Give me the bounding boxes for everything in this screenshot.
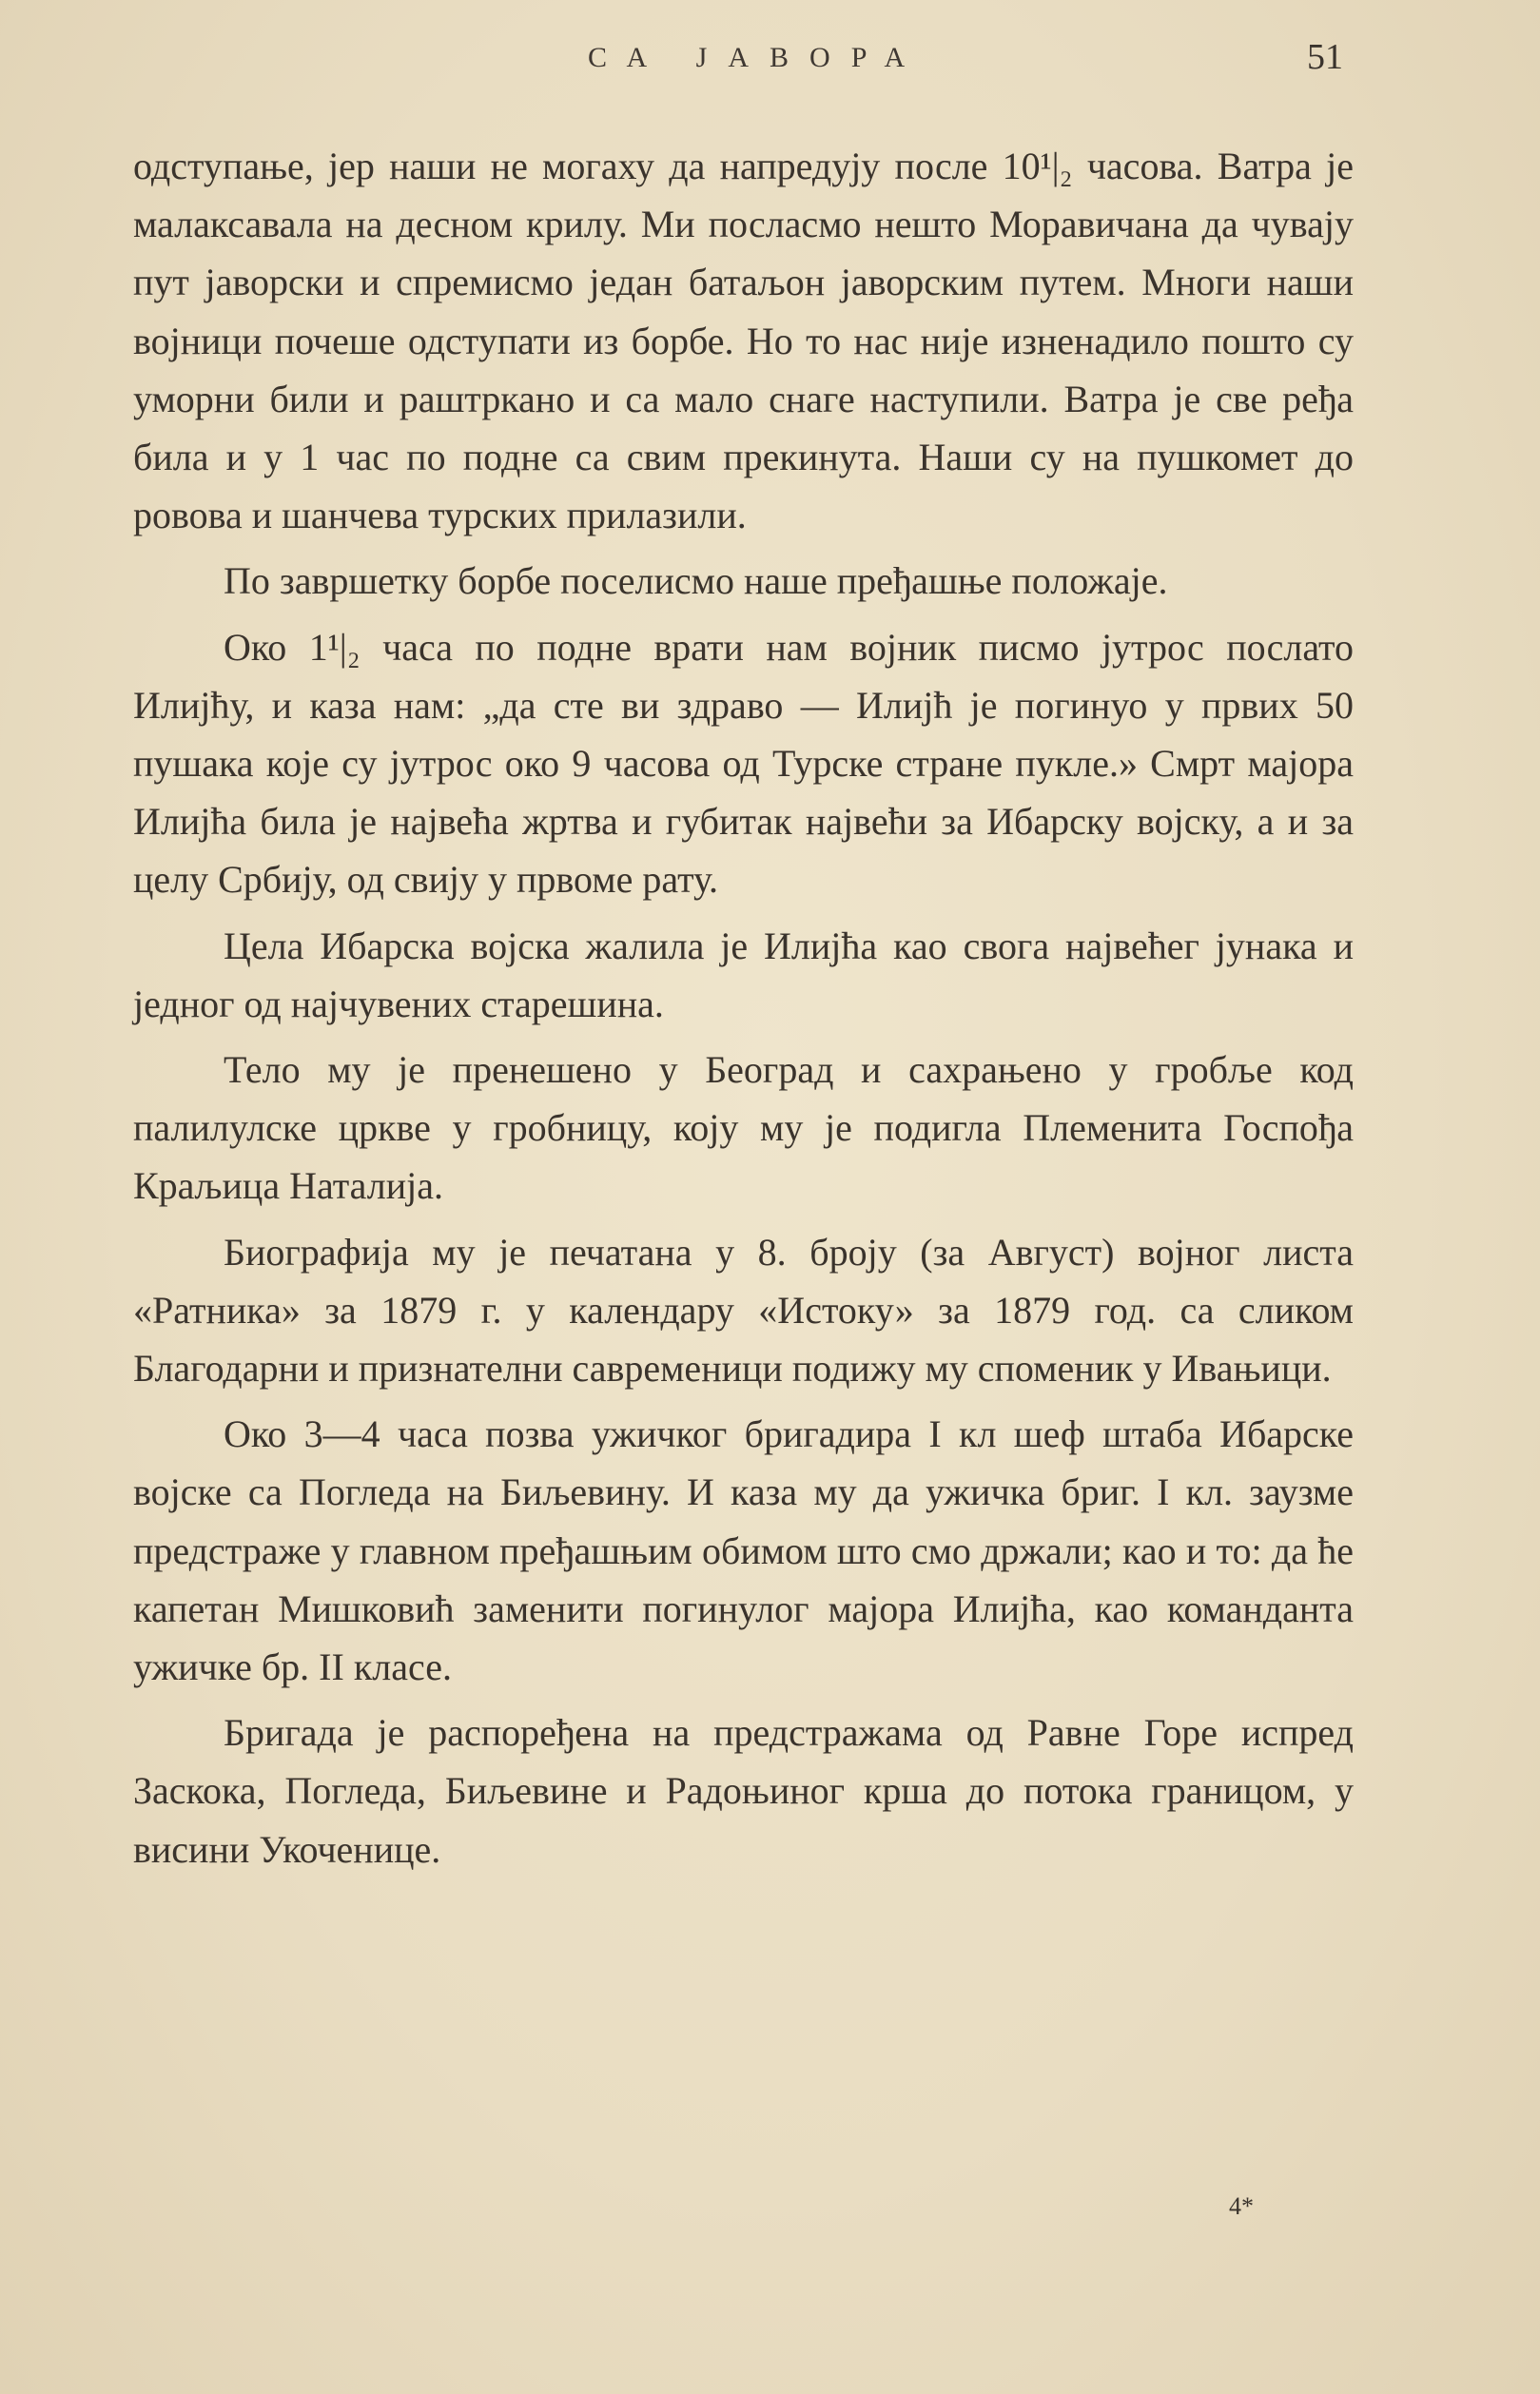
paragraph: одступање, јер наши не могаху да напредују после 10¹|₂ часова. Ватра је малаксавала на десном крилу. Ми посласмо нешто Моравичана да чувају пут јаворски и спремисмо један батаљон јаворским путем. Многи наши војници почеше одступати из борбе. Но то нас није изненадило пошто су уморни били и раштркано и са мало снаге наступили. Ватра је све ређа била и у 1 час по подне са свим прекинута. Наши су на пушкомет до ровова и шанчева турских прилазили. — [133, 145, 1354, 537]
paragraph: Тело му је пренешено у Београд и сахрањено у гробље код палилулске цркве у гробницу, коју му је подигла Племенита Госпођа Краљица Наталија. — [133, 1048, 1354, 1208]
signature-mark: 4* — [1229, 2192, 1254, 2220]
paragraph: Цела Ибарска војска жалила је Илијћа као свога највећег јунака и једног од најчувених старешина. — [133, 924, 1354, 1025]
paragraph: Око 3—4 часа позва ужичког бригадира I кл шеф штаба Ибарске војске са Погледа на Биљевину. И каза му да ужичка бриг. I кл. заузме предстраже у главном пређашњим обимом што смо држали; као и то: да ће капетан Мишковић заменити погинулог мајора Илијћа, као команданта ужичке бр. II класе. — [133, 1412, 1354, 1689]
paragraph: Око 1¹|₂ часа по подне врати нам војник писмо јутрос послато Илијћу, и каза нам: „да сте ви здраво — Илијћ је погинуо у првих 50 пушака које су јутрос око 9 часова од Турске стране пукле.» Смрт мајора Илијћа била је највећа жртва и губитак највећи за Ибарску војску, а и за целу Србију, од свију у првоме рату. — [133, 625, 1354, 902]
paragraph: По завршетку борбе поселисмо наше пређашње положаје. — [224, 559, 1168, 603]
paragraph: Биографија му је печатана у 8. броју (за Август) војног листа «Ратника» за 1879 г. у календару «Истоку» за 1879 год. са сликом Благодарни и признателни савременици подижу му споменик у Ивањици. — [133, 1230, 1354, 1391]
running-title: СА ЈАВОРА — [588, 42, 926, 73]
body-text — [133, 137, 1354, 1878]
page-number: 51 — [1307, 37, 1343, 77]
paragraph: Бригада је распоређена на предстражама од Равне Горе испред Заскока, Погледа, Биљевине и Радоњиног крша до потока границом, у висини Укоченице. — [133, 1711, 1354, 1871]
